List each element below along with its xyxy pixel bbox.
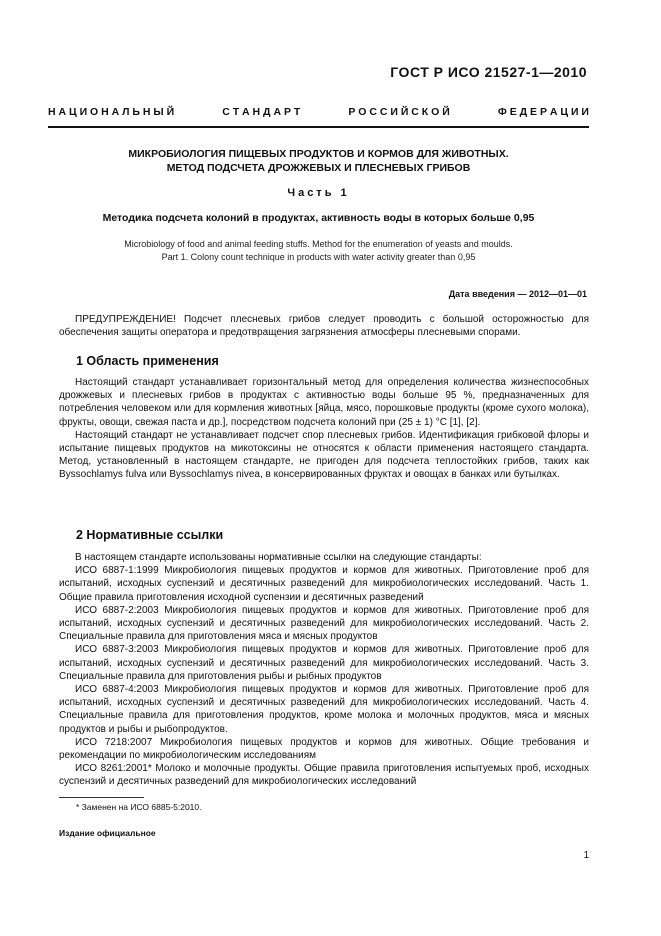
national-standard-banner	[48, 106, 589, 128]
footnote-divider	[59, 797, 144, 798]
reference-item: ИСО 6887-2:2003 Микробиология пищевых продуктов и кормов для животных. Приготовление проб для испытаний, исходных суспензий и десятичных разведений для микробиологических исследований. Часть 2. Специальные правила для приготовления мяса и мясных продуктов	[59, 604, 589, 643]
section-references-body	[59, 551, 589, 789]
banner-word: Ф Е Д Е Р А Ц И И	[497, 106, 589, 118]
english-title	[48, 238, 589, 264]
english-title-line: Part 1. Colony count technique in products with water activity greater than 0,95	[161, 252, 476, 262]
english-title-line: Microbiology of food and animal feeding stuffs. Method for the enumeration of yeasts and moulds.	[124, 239, 513, 249]
warning-text: ПРЕДУПРЕЖДЕНИЕ! Подсчет плесневых грибов следует проводить с большой осторожностью для обеспечения защиты оператора и предотвращения загрязнения атмосферы плесневыми спорами.	[59, 314, 589, 339]
reference-item: ИСО 8261:2001* Молоко и молочные продукты. Общие правила приготовления испытуемых проб, исходных суспензий и десятичных разведений для микробиологических исследований	[59, 763, 589, 788]
reference-item: ИСО 6887-3:2003 Микробиология пищевых продуктов и кормов для животных. Приготовление проб для испытаний, исходных суспензий и десятичных разведений для микробиологических исследований. Часть 3. Специальные правила для приготовления рыбы и рыбных продуктов	[59, 644, 589, 682]
title-line: МИКРОБИОЛОГИЯ ПИЩЕВЫХ ПРОДУКТОВ И КОРМОВ ДЛЯ ЖИВОТНЫХ.	[128, 148, 509, 160]
part-heading: Часть 1	[287, 187, 350, 199]
banner-word: Н А Ц И О Н А Л Ь Н Ы Й	[48, 106, 175, 118]
warning-paragraph	[59, 313, 589, 339]
paragraph: В настоящем стандарте использованы нормативные ссылки на следующие стандарты:	[75, 552, 482, 563]
section-scope-body	[59, 376, 589, 482]
introduction-date: Дата введения — 2012—01—01	[448, 289, 587, 299]
footnote: * Заменен на ИСО 6885-5:2010.	[76, 802, 202, 812]
reference-item: ИСО 6887-1:1999 Микробиология пищевых продуктов и кормов для животных. Приготовление проб для испытаний, исходных суспензий и десятичных разведений для микробиологических исследований. Часть 1. Общие правила приготовления исходной суспензии и десятичных разведений	[59, 565, 589, 603]
reference-item: ИСО 6887-4:2003 Микробиология пищевых продуктов и кормов для животных. Приготовление проб для испытаний, исходных суспензий и десятичных разведений для микробиологических исследований. Часть 4. Специальные правила для приготовления продуктов, кроме молока и молочных продуктов, мяса и мясных продуктов и рыбы и рыбопродуктов.	[59, 684, 589, 735]
document-title	[48, 147, 589, 175]
banner-word: С Т А Н Д А Р Т	[222, 106, 301, 118]
paragraph: Настоящий стандарт не устанавливает подсчет спор плесневых грибов. Идентификация грибковой флоры и испытание пищевых продуктов на микотоксины не относятся к области применения настоящего стандарта. Метод, установленный в настоящем стандарте, не пригоден для подсчета теплостойких грибов, таких как Byssochlamys fulva или Byssochlamys nivea, в консервированных фруктах и овощах в банках или бутылках.	[59, 429, 589, 481]
section-heading-scope: 1 Область применения	[76, 354, 219, 368]
document-code: ГОСТ Р ИСО 21527-1—2010	[390, 64, 587, 80]
document-subtitle: Методика подсчета колоний в продуктах, активность воды в которых больше 0,95	[102, 212, 535, 224]
paragraph: Настоящий стандарт устанавливает горизонтальный метод для определения количества жизнеспособных дрожжевых и плесневых грибов в продуктах с активностью воды больше 95 %, предназначенных для потребления человеком или для кормления животных [яйца, мясо, порошковые продукты (кроме сухого молока), фрукты, овощи, свежая паста и др.], посредством подсчета колоний при (25 ± 1) °С [1], [2].	[59, 377, 589, 428]
section-heading-references: 2 Нормативные ссылки	[76, 528, 224, 542]
edition-label: Издание официальное	[59, 828, 156, 838]
title-line: МЕТОД ПОДСЧЕТА ДРОЖЖЕВЫХ И ПЛЕСНЕВЫХ ГРИБОВ	[166, 162, 471, 174]
reference-item: ИСО 7218:2007 Микробиология пищевых продуктов и кормов для животных. Общие требования и рекомендации по микробиологическим исследованиям	[59, 736, 589, 762]
page-number: 1	[583, 850, 589, 861]
banner-word: Р О С С И Й С К О Й	[348, 106, 450, 118]
